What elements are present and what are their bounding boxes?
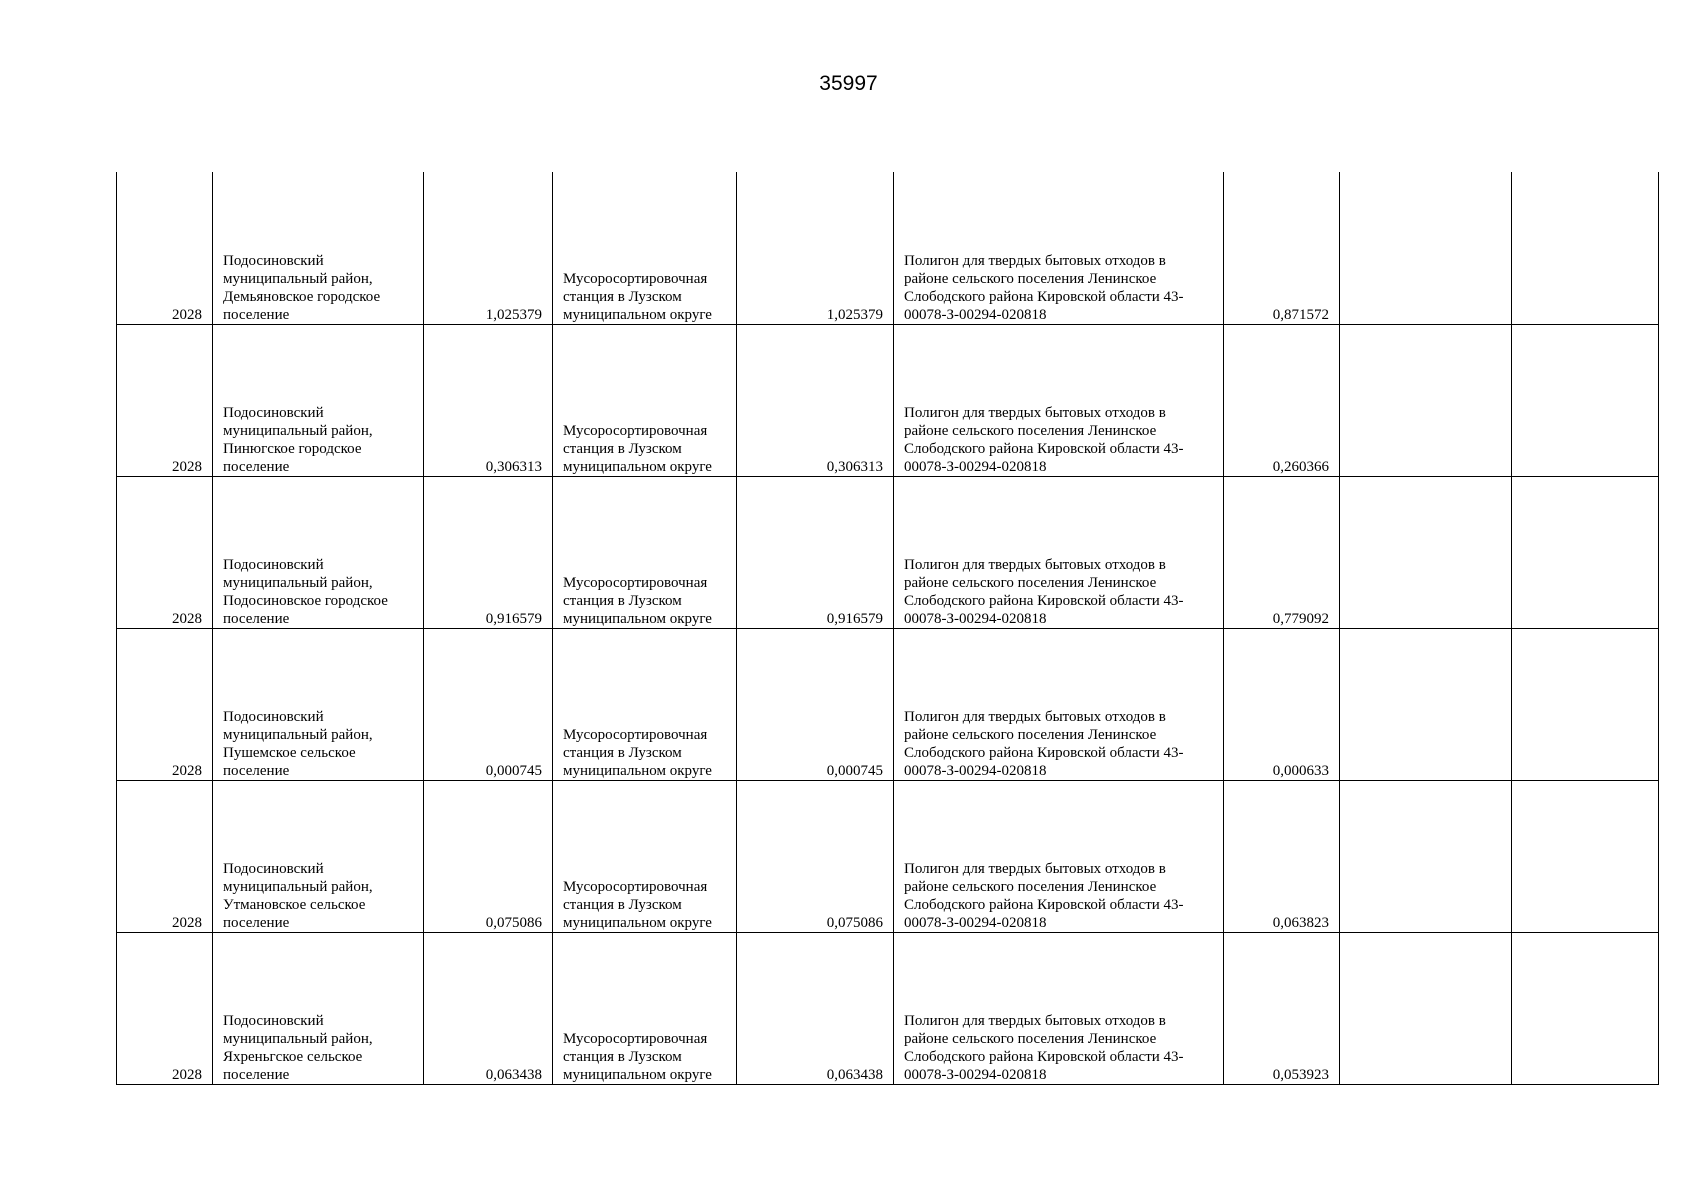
destination-volume-cell: 0,779092	[1224, 476, 1340, 628]
destination-volume-cell: 0,063823	[1224, 780, 1340, 932]
empty-cell	[1512, 932, 1659, 1084]
facility-volume-cell: 0,000745	[737, 628, 894, 780]
destination-cell: Полигон для твердых бытовых отходов в районе сельского поселения Ленинское Слободского района Кировской области 43-00078-З-00294-020818	[894, 324, 1224, 476]
origin-volume-cell: 0,075086	[424, 780, 553, 932]
origin-volume-cell: 1,025379	[424, 172, 553, 324]
empty-cell	[1340, 476, 1512, 628]
table-row	[117, 172, 1659, 324]
destination-cell: Полигон для твердых бытовых отходов в районе сельского поселения Ленинское Слободского района Кировской области 43-00078-З-00294-020818	[894, 172, 1224, 324]
empty-cell	[1340, 172, 1512, 324]
table-row	[117, 476, 1659, 628]
origin-cell: Подосиновский муниципальный район, Пинюгское городское поселение	[213, 324, 424, 476]
empty-cell	[1340, 628, 1512, 780]
destination-volume-cell: 0,871572	[1224, 172, 1340, 324]
origin-volume-cell: 0,063438	[424, 932, 553, 1084]
destination-cell: Полигон для твердых бытовых отходов в районе сельского поселения Ленинское Слободского района Кировской области 43-00078-З-00294-020818	[894, 932, 1224, 1084]
empty-cell	[1512, 324, 1659, 476]
waste-flow-table	[116, 172, 1659, 1085]
destination-cell: Полигон для твердых бытовых отходов в районе сельского поселения Ленинское Слободского района Кировской области 43-00078-З-00294-020818	[894, 476, 1224, 628]
empty-cell	[1512, 172, 1659, 324]
empty-cell	[1512, 780, 1659, 932]
facility-volume-cell: 0,916579	[737, 476, 894, 628]
facility-cell: Мусоросортировочная станция в Лузском муниципальном округе	[553, 172, 737, 324]
year-cell: 2028	[117, 628, 213, 780]
origin-volume-cell: 0,000745	[424, 628, 553, 780]
origin-cell: Подосиновский муниципальный район, Утмановское сельское поселение	[213, 780, 424, 932]
page-number: 35997	[819, 72, 878, 95]
table-row	[117, 324, 1659, 476]
destination-volume-cell: 0,053923	[1224, 932, 1340, 1084]
facility-volume-cell: 0,063438	[737, 932, 894, 1084]
facility-cell: Мусоросортировочная станция в Лузском муниципальном округе	[553, 324, 737, 476]
origin-cell: Подосиновский муниципальный район, Демьяновское городское поселение	[213, 172, 424, 324]
origin-cell: Подосиновский муниципальный район, Подосиновское городское поселение	[213, 476, 424, 628]
empty-cell	[1340, 780, 1512, 932]
destination-volume-cell: 0,000633	[1224, 628, 1340, 780]
year-cell: 2028	[117, 324, 213, 476]
year-cell: 2028	[117, 780, 213, 932]
facility-cell: Мусоросортировочная станция в Лузском муниципальном округе	[553, 780, 737, 932]
facility-cell: Мусоросортировочная станция в Лузском муниципальном округе	[553, 932, 737, 1084]
table-row	[117, 780, 1659, 932]
empty-cell	[1340, 932, 1512, 1084]
facility-cell: Мусоросортировочная станция в Лузском муниципальном округе	[553, 628, 737, 780]
origin-volume-cell: 0,306313	[424, 324, 553, 476]
origin-cell: Подосиновский муниципальный район, Яхреньгское сельское поселение	[213, 932, 424, 1084]
destination-cell: Полигон для твердых бытовых отходов в районе сельского поселения Ленинское Слободского района Кировской области 43-00078-З-00294-020818	[894, 780, 1224, 932]
empty-cell	[1340, 324, 1512, 476]
empty-cell	[1512, 476, 1659, 628]
facility-volume-cell: 0,306313	[737, 324, 894, 476]
year-cell: 2028	[117, 172, 213, 324]
destination-volume-cell: 0,260366	[1224, 324, 1340, 476]
destination-cell: Полигон для твердых бытовых отходов в районе сельского поселения Ленинское Слободского района Кировской области 43-00078-З-00294-020818	[894, 628, 1224, 780]
year-cell: 2028	[117, 476, 213, 628]
table-row	[117, 628, 1659, 780]
origin-cell: Подосиновский муниципальный район, Пушемское сельское поселение	[213, 628, 424, 780]
empty-cell	[1512, 628, 1659, 780]
year-cell: 2028	[117, 932, 213, 1084]
table-row	[117, 932, 1659, 1084]
facility-volume-cell: 1,025379	[737, 172, 894, 324]
facility-volume-cell: 0,075086	[737, 780, 894, 932]
origin-volume-cell: 0,916579	[424, 476, 553, 628]
facility-cell: Мусоросортировочная станция в Лузском муниципальном округе	[553, 476, 737, 628]
table-body	[117, 172, 1659, 1084]
